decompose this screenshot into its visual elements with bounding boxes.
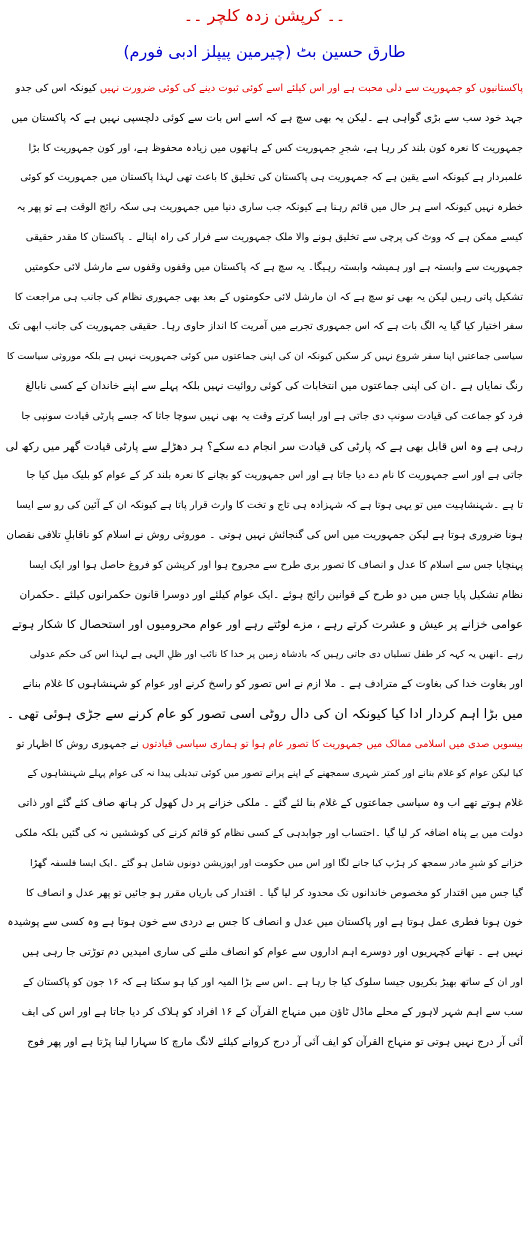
body-line: سفر اختیار کیا گیا یہ الگ بات ہے کہ اس جمہوری تجربے میں آمریت کا انداز حاوی رہا۔ حقیقی جمہوریت کی جانب ابھی تک [8,321,523,333]
body-line: غلام ہوتے تھے اب وہ سیاسی جماعتوں کے غلام بنا لئے گئے ۔ ملکی خزانے پر دل کھول کر ہاتھ صاف کئے گئے اور ذاتی [17,797,523,810]
body-line: سیاسی جماعتیں اپنا سفر شروع نہیں کر سکیں کیونکہ ان کی اپنی جماعتوں میں کوئی جمہوریت نہیں ہے بلکہ موروثی سیاست کا [6,351,523,363]
body-line: خون ہونا فطری عمل ہوتا ہے اور پاکستان میں عدل و انصاف کا جس بے دردی سے خون ہوتا ہے وہ کسی سے پوشیدہ [7,916,523,929]
paragraph-2-highlight: بیسویں صدی میں اسلامی ممالک میں جمہوریت کا تصور عام ہوا تو ہماری سیاسی قیادتوں [141,738,523,750]
paragraph-1-highlight: پاکستانیوں کو جمہوریت سے دلی محبت ہے اور اس کیلئے اسے کوئی ثبوت دینے کی کوئی ضرورت نہیں [99,83,523,94]
body-line: تا ہے ۔شہنشاہیت میں تو یہی ہوتا ہے کہ شہزادہ ہی تاج و تخت کا وارث قرار پاتا ہے کیونکہ ان کے آئین کی رو سے ایسا [16,500,523,512]
body-line: رہی ہے وہ اس قابل بھی ہے کہ پارٹی کی قیادت سر انجام دے سکے؟ ہر دھڑلے سے پارٹی قیادت گھر میں رکھ لی [6,439,523,453]
body-line: آئی آر درج نہیں ہوتی تو منہاج القرآن کو ایف آئی آر درج کروانے کیلئے لانگ مارچ کا سہارا لینا پڑتا ہے اور پھر فوج [27,1035,523,1048]
body-line: رہے ۔انھیں یہ کہہ کر طفل تسلیاں دی جاتی رہیں کہ بادشاہ زمین پر خدا کا نائب اور ظلِ الہی ہے لہذا اس کی حکم عدولی [29,649,523,661]
body-line: سب سے اہم شہر لاہور کے محلے ماڈل ٹاؤن میں منہاج القرآن کے ۱۶ افراد کو ہلاک کر دیا جاتا ہے اور اس کی ایف [21,1005,523,1018]
paragraph-2-lead-rest: نے جمہوری روش کا اظہار تو [16,738,142,750]
body-line: میں بڑا اہم کردار ادا کیا کیونکہ ان کی دال روٹی اسی تصور کو عام کرنے سے جڑی ہوئی تھی ۔ [6,706,523,722]
body-line: عوامی خزانے پر عیش و عشرت کرتے رہے ، مزے لوٹتے رہے اور عوام محرومیوں اور استحصال کا شکار ہوتے [11,617,523,632]
body-line: فرد کو جماعت کی قیادت سونپ دی جاتی ہے اور ایسا کرتے وقت یہ بھی نہیں سوچا جاتا کہ جسے پارٹی قیادت سونپی جا [21,410,523,422]
body-line: جمہوریت سے وابستہ ہے اور ہمیشہ وابستہ رہیگا۔ یہ سچ ہے کہ پاکستان میں وقفوں وقفوں سے مارشل لائی حکومتیں [24,261,523,273]
body-line: جاتی ہے اور اسے جمہوریت کا نام دے دیا جاتا ہے اور اس جمہوریت کو بچانے کا نعرہ بلند کر کے عوام کو بلیک میل کیا جا [26,470,523,482]
body-line: اور بغاوت خدا کی بغاوت کے مترادف ہے ۔ ملا ازم نے اس تصور کو راسخ کرنے اور عوام کو شہنشاہوں کا غلام بنانے [22,677,523,690]
body-line: جہد خود سب سے بڑی گواہی ہے ۔لیکن یہ بھی سچ ہے کہ اسے اس بات سے کوئی دلچسپی نہیں ہے کہ پاکستان میں [11,111,523,124]
paragraph-2-lead-line [6,730,523,760]
body-line: اور ان کے ساتھ بھیڑ بکریوں جیسا سلوک کیا جا رہا ہے ۔اس سے بڑا المیہ اور کیا ہو سکتا ہے کہ ۱۶ جون کو پاکستان کے [22,976,523,988]
body-line: ہونا ضروری ہوتا ہے لیکن جمہوریت میں اس کی گنجائش نہیں ہوتی ۔ موروثی روش نے اسلام کو ناقابلِ تلافی نقصان [6,528,523,541]
body-line: کیسے ممکن ہے کہ ووٹ کی پرچی سے تخلیق ہونے والا ملک جمہوریت سے فرار کی راہ اپنالے ۔ پاکستان کا مقدر حقیقی [25,231,523,243]
body-line: علمبردار ہے کیونکہ اسے یقین ہے کہ جمہوریت ہی پاکستان کی تخلیق کا باعث تھی لہذا پاکستان میں جمہوریت کو کوئی [20,172,523,184]
paragraph-1-lead-rest: کیونکہ اس کی جدو [15,83,100,94]
body-line: تشکیل پاتی رہیں لیکن یہ بھی تو سچ ہے کہ ان مارشل لائی حکومتوں کے بعد بھی جمہوری نظام کی جانب ہی مراجعت کا [14,291,523,303]
body-line: خزانے کو شیرِ مادر سمجھ کر ہڑپ کیا جانے لگا اور اس میں حکومت اور اپوزیشن دونوں شامل ہو گئے ۔ایک ایسا فلسفہ گھڑا [30,857,523,869]
body-line: جمہوریت کا نعرہ کون بلند کر رہا ہے، شجرِ جمہوریت کس کے ہاتھوں میں زیادہ محفوظ ہے، اور کون جمہوریت کا بڑا [28,142,523,154]
body-line: نظام تشکیل پایا جس میں دو طرح کے قوانین رائج ہوئے ۔ایک عوام کیلئے اور دوسرا قانون حکمرانوں کیلئے ۔حکمران [19,588,523,601]
body-line: کیا لیکن عوام کو غلام بنانے اور کمتر شہری سمجھنے کے اپنے پرانے تصور میں کوئی تبدیلی پیدا نہ کی عوام پہلے شہنشاہوں کے [27,768,523,780]
article-body [6,74,523,1057]
body-line: رنگ نمایاں ہے ۔ان کی اپنی جماعتوں میں انتخابات کی کوئی روائیت نہیں بلکہ پہلے سے اپنے خاندان کے کسی نابالغ [25,379,523,392]
paragraph-1-lead-line [6,74,523,104]
body-line: پہنچایا جس سے اسلام کا عدل و انصاف کا تصور بری طرح سے مجروح ہوا اور کرپشن کو فروغ حاصل ہوا اور ایک ایسا [29,559,523,571]
body-line: نہیں ہے ۔ تھانے کچہریوں اور دوسرے اہم اداروں سے عوام کو انصاف ملنے کی ساری امیدیں دم توڑتی جا رہی ہیں [22,946,523,959]
article-kicker: ۔۔ کرپشن زدہ کلچر ۔۔ [183,6,346,25]
body-line: گیا جس میں اقتدار کو مخصوص خاندانوں تک محدود کر لیا گیا ۔ اقتدار کی باریاں مقرر ہو جائیں تو پھر عدل و انصاف کا [25,887,523,899]
body-line: خطرہ نہیں کیونکہ اسے ہر حال میں قائم رہنا ہے کیونکہ جب ساری دنیا میں جمہوریت ہی سکہ رائج الوقت ہے تو پھر یہ [16,202,523,214]
author-byline: طارق حسین بٹ (چیرمین پیپلز ادبی فورم) [123,42,406,61]
body-line: دولت میں بے پناہ اضافہ کر لیا گیا ۔احتساب اور جوابدہی کے کسی نظام کو قائم کرنے کی کوششیں نہ کی گئیں بلکہ ملکی [15,827,523,839]
